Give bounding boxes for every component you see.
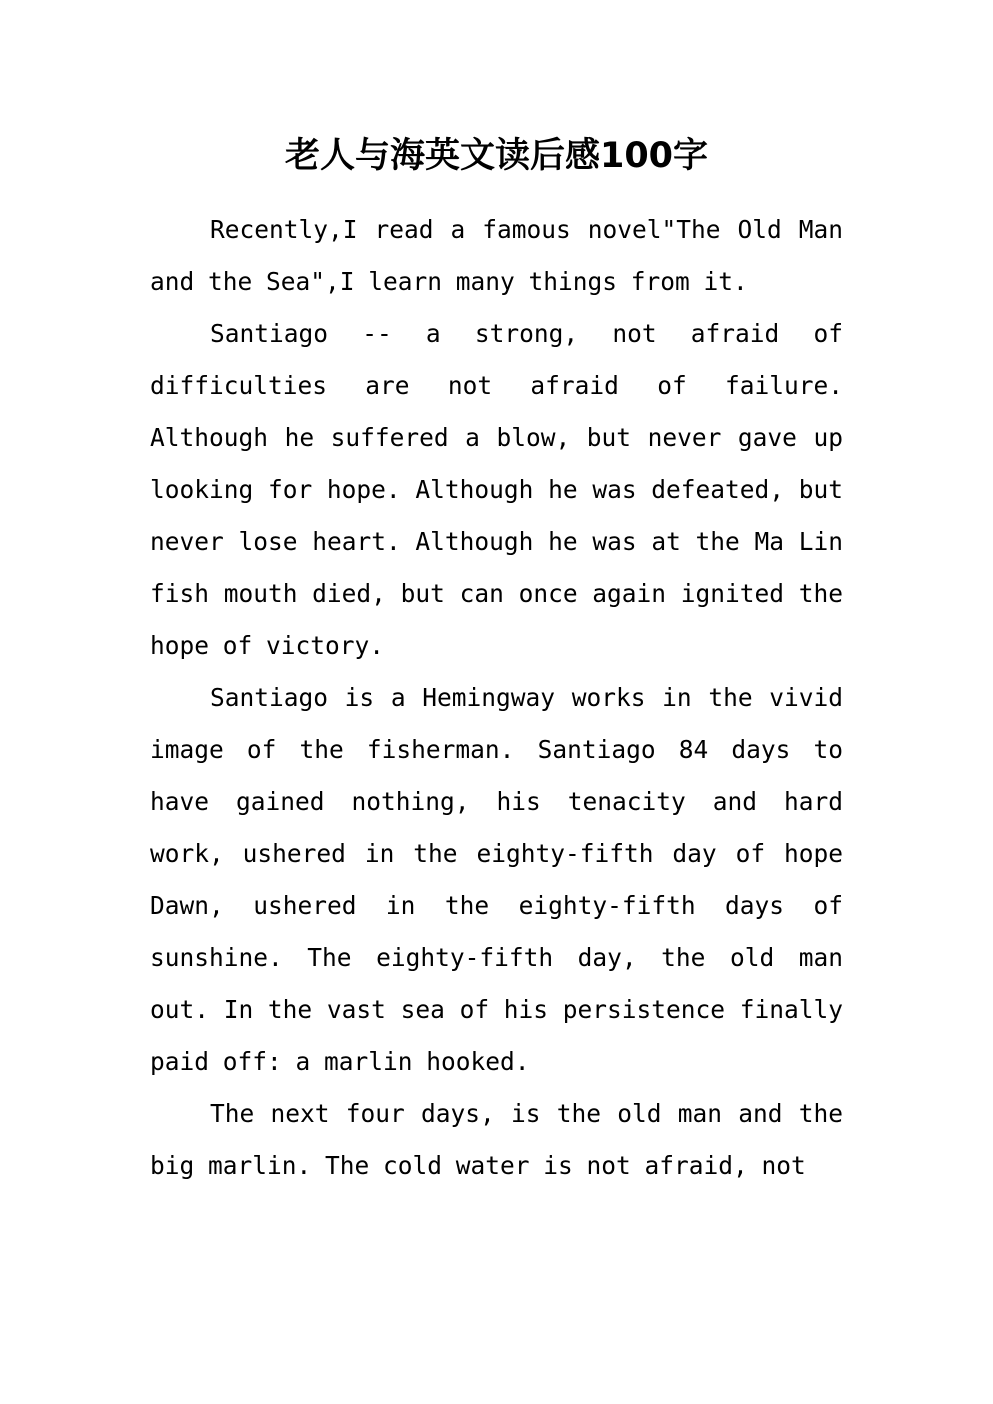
document-title: 老人与海英文读后感100字 (284, 136, 709, 176)
paragraph-4: The next four days, is the old man and the big marlin. The cold water is not afraid, not (150, 1099, 843, 1180)
document-body (150, 204, 843, 1192)
paragraph-2: Santiago -- a strong, not afraid of difficulties are not afraid of failure. Although he suffered a blow, but never gave up looking for hope. Although he was defeated, but never lose heart. Although he was at the Ma Lin fish mouth died, but can once again ignited the hope of victory. (150, 319, 843, 660)
paragraph-1: Recently,I read a famous novel"The Old Man and the Sea",I learn many things from it. (150, 215, 843, 296)
paragraph-3: Santiago is a Hemingway works in the vivid image of the fisherman. Santiago 84 days to have gained nothing, his tenacity and hard work, ushered in the eighty-fifth day of hope Dawn, ushered in the eighty-fifth days of sunshine. The eighty-fifth day, the old man out. In the vast sea of his persistence finally paid off: a marlin hooked. (150, 683, 843, 1076)
